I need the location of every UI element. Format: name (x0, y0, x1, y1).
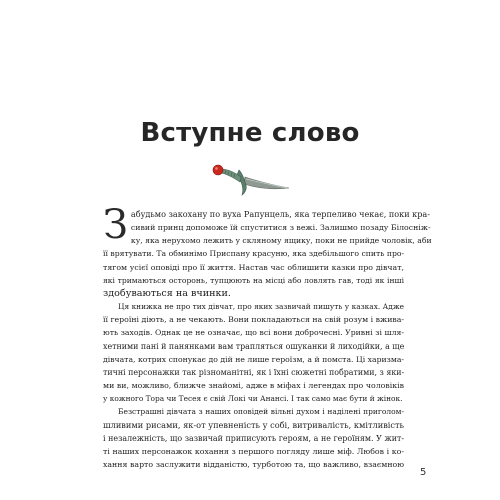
text-line: хетними пані й панянками вам трапляться ошуканки й лиходійки, а ще (103, 341, 405, 351)
text-line: шливими рисами, як-от упевненість у собі, витривалість, кмітливість (103, 419, 404, 430)
dagger-icon (209, 161, 291, 199)
text-line: тягом усієї оповіді про її життя. Настав час облишити казки про дівчат, (103, 262, 404, 272)
drop-cap: З (103, 202, 128, 248)
text-line: ку, яка нерухомо лежить у скляному ящику, поки не прийде чоловік, аби (130, 236, 432, 246)
chapter-title: Вступне слово (140, 118, 360, 148)
text-line: її врятувати. Та обминімо Приспану красуню, яка здебільшого спить про- (103, 249, 405, 259)
text-line: хання варто заслужити відданістю, турботою та, що важливо, взаємною (103, 459, 404, 469)
text-line: які тримаються осторонь, тупцюють на місці або ловлять гав, тоді як інші (103, 275, 404, 285)
page-number: 5 (420, 467, 427, 478)
text-line: ють заходів. Однак це не означає, що всі вони доброчесні. Уривні зі шля- (103, 328, 404, 338)
paragraph-3 (103, 405, 404, 471)
text-line: абудьмо закохану по вуха Рапунцель, яка терпеливо чекає, поки кра- (130, 209, 430, 219)
body-text (103, 202, 432, 471)
text-line: здобуваються на вчинки. (103, 287, 231, 299)
text-line: і незалежність, що зазвичай приписують героям, а не героїням. У жит- (103, 433, 404, 443)
text-line: у кожного Тора чи Тесея є свій Локі чи Ананcі. І так само має бути й жінок. (103, 394, 403, 404)
text-line: її героїні діють, а не чекають. Вони покладаються на свій розум і вжива- (103, 315, 405, 325)
text-line: ми ви, можливо, ближче знайомі, адже в міфах і легендах про чоловіків (103, 381, 404, 391)
text-line: Ця книжка не про тих дівчат, про яких зазвичай пишуть у казках. Адже (118, 302, 404, 312)
text-line: ті наших персонажок кохання з першого погляду лише міф. Любов і ко- (103, 446, 404, 456)
text-line: тичні персонажки так різноманітні, як і їхні сюжетні побратими, з яки- (103, 367, 405, 377)
paragraph-2 (103, 300, 404, 405)
text-line: дівчата, котрих спонукає до дій не лише героїзм, а й помста. Ці харизма- (103, 354, 404, 364)
text-line: сивий принц допоможе їй спуститися з вежі. Залишмо позаду Білосніж- (130, 223, 431, 233)
paragraph-1 (103, 202, 432, 300)
text-line: Безстрашні дівчата з наших оповідей вільні духом і наділені приголом- (118, 407, 404, 417)
